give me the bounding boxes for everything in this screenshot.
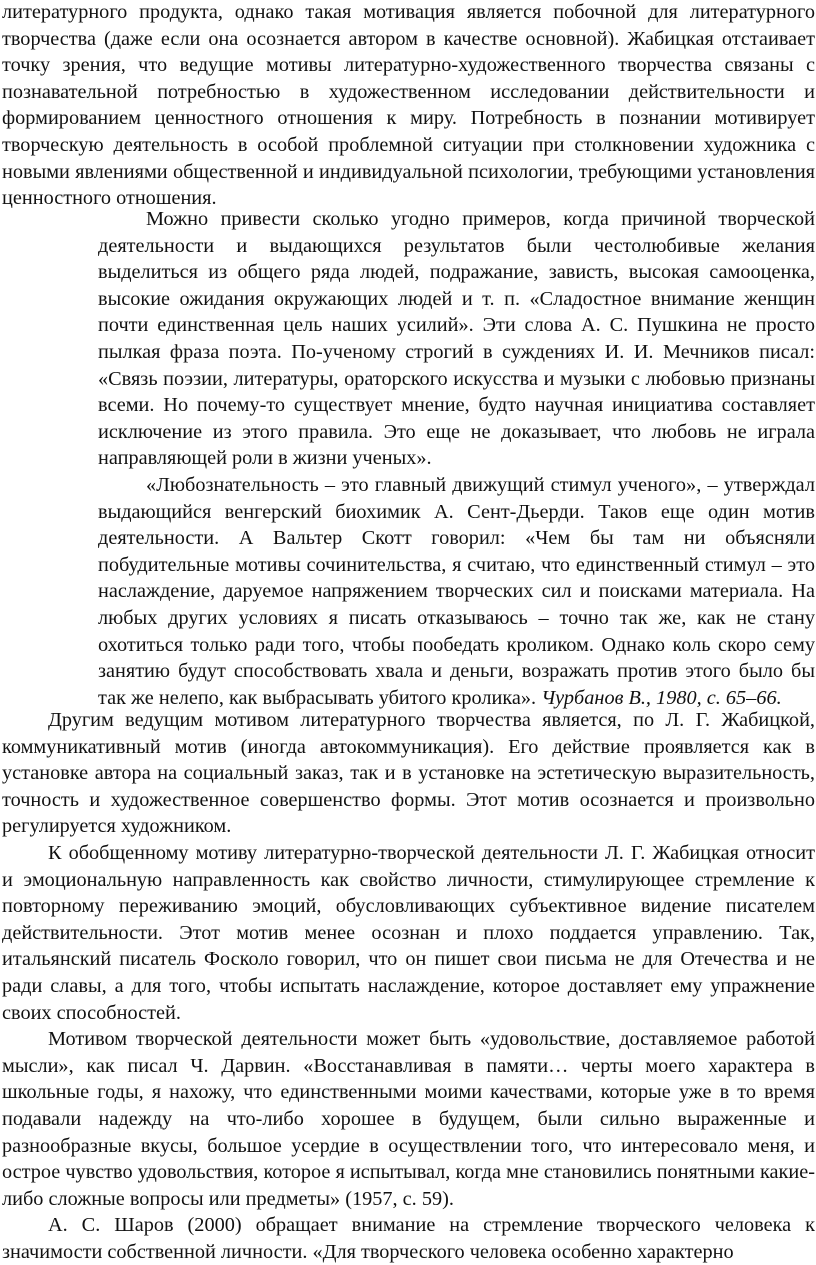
paragraph-sharov: А. С. Шаров (2000) обращает внимание на стремление творческого человека к значимости собственной личности. «Для творческого человека особенно характерно bbox=[2, 1214, 815, 1263]
paragraph-emotional-orientation: К обобщенному мотиву литературно-творческой деятельности Л. Г. Жабицкая относит и эмоциональную направленность как свойство личности, стимулирующее стремление к повторному переживанию эмоций, обусловливающих субъективное видение писателем действительности. Этот мотив менее осознан и плохо поддается управлению. Так, итальянский писатель Фосколо говорил, что он пишет свои письма не для Отечества и не ради славы, а для того, чтобы испытать наслаждение, которое доставляет ему упражнение своих способностей. bbox=[2, 841, 815, 1024]
paragraph-continuation: литературного продукта, однако такая мотивация является побочной для литературного творчества (даже если она осознается автором в качестве основной). Жабицкая отстаивает точку зрения, что ведущие мотивы литературно-художественного творчества связаны с познавательной потребностью в художественном исследовании действительности и формированием ценностного отношения к миру. Потребность в познании мотивирует творческую деятельность в особой проблемной ситуации при столкновении художника с новыми явлениями общественной и индивидуальной психологии, требующими установления ценностного отношения. bbox=[2, 1, 815, 210]
quote-citation: Чурбанов В., 1980, с. 65–66. bbox=[541, 686, 782, 709]
quote-paragraph-text: «Любознательность – это главный движущий стимул ученого», – утверждал выдающийся венгерский биохимик А. Сент-Дьерди. Таков еще один мотив деятельности. А Вальтер Скотт говорил: «Чем бы там ни объясняли побудительные мотивы сочинительства, я считаю, что единственный стимул – это наслаждение, даруемое напряжением творческих сил и поисками материала. На любых других условиях я писать отказываюсь – точно так же, как не стану охотиться только ради того, чтобы пообедать кроликом. Однако коль скоро сему занятию будут способствовать хвала и деньги, возражать против этого было бы так же нелепо, как выбрасывать убитого кролика». bbox=[98, 473, 815, 709]
quote-paragraph-examples: Можно привести сколько угодно примеров, когда причиной творческой деятельности и выдающихся результатов были честолюбивые желания выделиться из общего ряда людей, подражание, зависть, высокая самооценка, высокие ожидания окружающих людей и т. п. «Сладостное внимание женщин почти единственная цель наших усилий». Эти слова А. С. Пушкина не просто пылкая фраза поэта. По-ученому строгий в суждениях И. И. Мечников писал: «Связь поэзии, литературы, ораторского искусства и музыки с любовью признаны всеми. Но почему-то существует мнение, будто научная инициатива составляет исключение из этого правила. Это еще не доказывает, что любовь не играла направляющей роли в жизни ученых». bbox=[98, 208, 815, 470]
body-block bbox=[2, 707, 815, 1265]
quote-paragraph-curiosity bbox=[98, 472, 815, 711]
quote-block bbox=[98, 206, 815, 711]
paragraph-communicative-motive: Другим ведущим мотивом литературного творчества является, по Л. Г. Жабицкой, коммуникативный мотив (иногда автокоммуникация). Его действие проявляется как в установке автора на социальный заказ, так и в установке на эстетическую выразительность, точность и художественное совершенство формы. Этот мотив осознается и произвольно регулируется художником. bbox=[2, 709, 815, 838]
paragraph-darwin: Мотивом творческой деятельности может быть «удовольствие, доставляемое работой мысли», как писал Ч. Дарвин. «Восстанавливая в памяти… черты моего характера в школьные годы, я нахожу, что единственными моими качествами, которые уже в то время подавали надежду на что-либо хорошее в будущем, были сильно выраженные и разнообразные вкусы, большое усердие в осуществлении того, что интересовало меня, и острое чувство удовольствия, которое я испытывал, когда мне становились понятными какие-либо сложные вопросы или предметы» (1957, с. 59). bbox=[2, 1028, 815, 1210]
